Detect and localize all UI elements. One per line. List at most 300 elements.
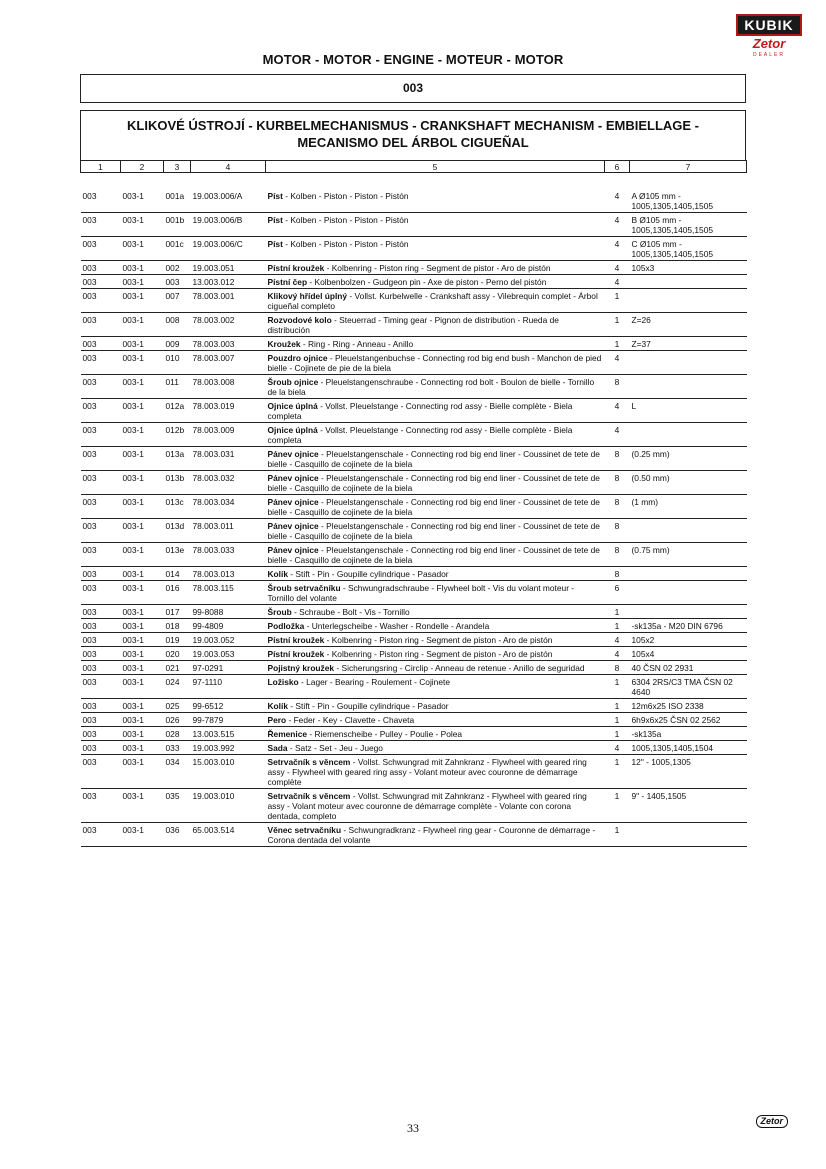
section-title (80, 110, 746, 160)
part-number-cell: 19.003.006/C (191, 237, 266, 261)
group-cell: 003 (81, 675, 121, 699)
description-cell (266, 261, 605, 275)
quantity-cell: 4 (605, 399, 630, 423)
part-name-translations: - Pleuelstangenschale - Connecting rod big end liner - Coussinet de tete de bielle - Casquillo de cojinete de la biela (267, 497, 600, 517)
description-cell (266, 581, 605, 605)
table-row (81, 351, 747, 375)
note-cell: 105x4 (630, 647, 747, 661)
part-number-cell: 13.003.515 (191, 727, 266, 741)
group-cell: 003 (81, 755, 121, 789)
logo-kubik-text: KUBIK (736, 14, 802, 36)
position-cell: 017 (164, 605, 191, 619)
table-row (81, 741, 747, 755)
description-cell (266, 213, 605, 237)
part-name-czech: Setrvačník s věncem (267, 791, 351, 801)
description-cell (266, 237, 605, 261)
quantity-cell: 8 (605, 471, 630, 495)
parts-table-body (81, 173, 747, 847)
table-row (81, 275, 747, 289)
table-row (81, 447, 747, 471)
part-number-cell: 97-1110 (191, 675, 266, 699)
subgroup-cell: 003-1 (121, 581, 164, 605)
part-name-czech: Píst (267, 215, 283, 225)
quantity-cell: 1 (605, 605, 630, 619)
subgroup-cell: 003-1 (121, 823, 164, 847)
quantity-cell: 8 (605, 519, 630, 543)
table-row (81, 755, 747, 789)
note-cell (630, 375, 747, 399)
quantity-cell: 1 (605, 727, 630, 741)
description-cell (266, 699, 605, 713)
column-header: 3 (164, 161, 191, 173)
table-row (81, 313, 747, 337)
part-name-czech: Píst (267, 191, 283, 201)
group-cell: 003 (81, 289, 121, 313)
part-name-translations: - Unterlegscheibe - Washer - Rondelle - Arandela (304, 621, 490, 631)
group-cell: 003 (81, 727, 121, 741)
description-cell (266, 495, 605, 519)
description-cell (266, 351, 605, 375)
table-header-row (81, 161, 747, 173)
position-cell: 013e (164, 543, 191, 567)
group-cell: 003 (81, 173, 121, 213)
part-name-czech: Kroužek (267, 339, 301, 349)
table-row (81, 633, 747, 647)
group-cell: 003 (81, 543, 121, 567)
subgroup-cell: 003-1 (121, 633, 164, 647)
group-cell: 003 (81, 423, 121, 447)
position-cell: 007 (164, 289, 191, 313)
note-cell: Z=26 (630, 313, 747, 337)
subgroup-cell: 003-1 (121, 313, 164, 337)
part-number-cell: 78.003.008 (191, 375, 266, 399)
subgroup-cell: 003-1 (121, 543, 164, 567)
position-cell: 021 (164, 661, 191, 675)
column-header: 5 (266, 161, 605, 173)
part-name-czech: Pánev ojnice (267, 521, 319, 531)
note-cell: -sk135a (630, 727, 747, 741)
part-number-cell: 78.003.013 (191, 567, 266, 581)
quantity-cell: 8 (605, 661, 630, 675)
position-cell: 013b (164, 471, 191, 495)
description-cell (266, 789, 605, 823)
position-cell: 025 (164, 699, 191, 713)
part-name-czech: Pánev ojnice (267, 449, 319, 459)
part-name-czech: Pouzdro ojnice (267, 353, 328, 363)
part-number-cell: 78.003.007 (191, 351, 266, 375)
group-cell: 003 (81, 275, 121, 289)
table-row (81, 581, 747, 605)
subgroup-cell: 003-1 (121, 399, 164, 423)
position-cell: 001b (164, 213, 191, 237)
position-cell: 010 (164, 351, 191, 375)
position-cell: 008 (164, 313, 191, 337)
section-title-line-1: KLIKOVÉ ÚSTROJÍ - KURBELMECHANISMUS - CRANKSHAFT MECHANISM - EMBIELLAGE - (127, 118, 699, 133)
part-name-czech: Píst (267, 239, 283, 249)
position-cell: 001a (164, 173, 191, 213)
description-cell (266, 741, 605, 755)
note-cell: 1005,1305,1405,1504 (630, 741, 747, 755)
part-number-cell: 78.003.011 (191, 519, 266, 543)
part-number-cell: 78.003.002 (191, 313, 266, 337)
part-name-translations: - Vollst. Schwungrad mit Zahnkranz - Flywheel with geared ring assy - Volant moteur avec couronne de démarrage complète - Volante con corona dentada, completo (267, 791, 587, 821)
page-number: 33 (407, 1121, 419, 1135)
subgroup-cell: 003-1 (121, 661, 164, 675)
quantity-cell: 8 (605, 543, 630, 567)
table-row (81, 675, 747, 699)
subgroup-cell: 003-1 (121, 647, 164, 661)
subgroup-cell: 003-1 (121, 351, 164, 375)
subgroup-cell: 003-1 (121, 213, 164, 237)
part-name-translations: - Stift - Pin - Goupille cylindrique - Pasador (287, 569, 449, 579)
description-cell (266, 399, 605, 423)
note-cell: (0.50 mm) (630, 471, 747, 495)
subgroup-cell: 003-1 (121, 423, 164, 447)
group-number: 003 (80, 74, 746, 103)
table-row (81, 823, 747, 847)
part-name-czech: Kolík (267, 701, 288, 711)
note-cell: (1 mm) (630, 495, 747, 519)
part-name-czech: Pánev ojnice (267, 497, 319, 507)
table-row (81, 261, 747, 275)
group-cell: 003 (81, 375, 121, 399)
group-cell: 003 (81, 471, 121, 495)
quantity-cell: 4 (605, 423, 630, 447)
section-title-line-2: MECANISMO DEL ÁRBOL CIGUEÑAL (297, 135, 529, 150)
part-name-czech: Pánev ojnice (267, 473, 319, 483)
subgroup-cell: 003-1 (121, 447, 164, 471)
part-number-cell: 78.003.001 (191, 289, 266, 313)
quantity-cell: 1 (605, 699, 630, 713)
part-name-czech: Pojistný kroužek (267, 663, 335, 673)
part-name-czech: Ojnice úplná (267, 425, 318, 435)
table-row (81, 213, 747, 237)
column-header: 7 (630, 161, 747, 173)
column-header: 4 (191, 161, 266, 173)
table-row (81, 423, 747, 447)
part-number-cell: 78.003.031 (191, 447, 266, 471)
group-cell: 003 (81, 447, 121, 471)
quantity-cell: 1 (605, 313, 630, 337)
quantity-cell: 1 (605, 289, 630, 313)
position-cell: 009 (164, 337, 191, 351)
group-cell: 003 (81, 261, 121, 275)
note-cell (630, 423, 747, 447)
quantity-cell: 4 (605, 647, 630, 661)
table-row (81, 605, 747, 619)
note-cell: B Ø105 mm - 1005,1305,1405,1505 (630, 213, 747, 237)
subgroup-cell: 003-1 (121, 471, 164, 495)
quantity-cell: 1 (605, 675, 630, 699)
column-header: 1 (81, 161, 121, 173)
table-row (81, 727, 747, 741)
part-name-czech: Pánev ojnice (267, 545, 319, 555)
quantity-cell: 8 (605, 567, 630, 581)
group-cell: 003 (81, 789, 121, 823)
part-name-translations: - Pleuelstangenschale - Connecting rod big end liner - Coussinet de tete de bielle - Casquillo de cojinete de la biela (267, 545, 600, 565)
quantity-cell: 6 (605, 581, 630, 605)
part-number-cell: 78.003.034 (191, 495, 266, 519)
quantity-cell: 1 (605, 337, 630, 351)
table-row (81, 519, 747, 543)
group-cell: 003 (81, 351, 121, 375)
position-cell: 035 (164, 789, 191, 823)
table-row (81, 661, 747, 675)
position-cell: 001c (164, 237, 191, 261)
part-number-cell: 99-7879 (191, 713, 266, 727)
part-name-translations: - Pleuelstangenschale - Connecting rod big end liner - Coussinet de tete de bielle - Casquillo de cojinete de la biela (267, 473, 600, 493)
group-cell: 003 (81, 699, 121, 713)
group-cell: 003 (81, 647, 121, 661)
group-cell: 003 (81, 661, 121, 675)
part-number-cell: 99-6512 (191, 699, 266, 713)
description-cell (266, 755, 605, 789)
part-name-czech: Řemenice (267, 729, 308, 739)
quantity-cell: 8 (605, 495, 630, 519)
position-cell: 012b (164, 423, 191, 447)
part-name-translations: - Kolbenbolzen - Gudgeon pin - Axe de piston - Perno del pistón (307, 277, 547, 287)
part-name-translations: - Ring - Ring - Anneau - Anillo (300, 339, 414, 349)
subgroup-cell: 003-1 (121, 289, 164, 313)
note-cell: 12m6x25 ISO 2338 (630, 699, 747, 713)
part-name-translations: - Lager - Bearing - Roulement - Cojinete (298, 677, 450, 687)
quantity-cell: 4 (605, 351, 630, 375)
part-number-cell: 19.003.053 (191, 647, 266, 661)
table-row (81, 289, 747, 313)
subgroup-cell: 003-1 (121, 605, 164, 619)
table-row (81, 337, 747, 351)
parts-table (80, 160, 747, 847)
part-name-translations: - Kolben - Piston - Piston - Pistón (282, 239, 409, 249)
part-name-translations: - Pleuelstangenschale - Connecting rod big end liner - Coussinet de tete de bielle - Casquillo de cojinete de la biela (267, 521, 600, 541)
group-cell: 003 (81, 823, 121, 847)
part-number-cell: 97-0291 (191, 661, 266, 675)
part-name-translations: - Kolben - Piston - Piston - Pistón (282, 215, 409, 225)
description-cell (266, 519, 605, 543)
part-number-cell: 99-8088 (191, 605, 266, 619)
part-name-translations: - Satz - Set - Jeu - Juego (287, 743, 383, 753)
position-cell: 014 (164, 567, 191, 581)
part-name-translations: - Kolbenring - Piston ring - Segment de piston - Aro de pistón (324, 635, 553, 645)
description-cell (266, 173, 605, 213)
part-number-cell: 19.003.052 (191, 633, 266, 647)
subgroup-cell: 003-1 (121, 789, 164, 823)
part-name-czech: Věnec setrvačníku (267, 825, 342, 835)
quantity-cell: 8 (605, 375, 630, 399)
subgroup-cell: 003-1 (121, 755, 164, 789)
group-cell: 003 (81, 567, 121, 581)
note-cell: 6304 2RS/C3 TMA ČSN 02 4640 (630, 675, 747, 699)
group-cell: 003 (81, 237, 121, 261)
part-name-czech: Šroub setrvačníku (267, 583, 341, 593)
note-cell: 105x3 (630, 261, 747, 275)
table-row (81, 647, 747, 661)
description-cell (266, 375, 605, 399)
position-cell: 002 (164, 261, 191, 275)
part-number-cell: 78.003.115 (191, 581, 266, 605)
quantity-cell: 1 (605, 713, 630, 727)
group-cell: 003 (81, 713, 121, 727)
description-cell (266, 619, 605, 633)
position-cell: 012a (164, 399, 191, 423)
part-name-translations: - Riemenscheibe - Pulley - Poulie - Polea (307, 729, 463, 739)
note-cell: -sk135a - M20 DIN 6796 (630, 619, 747, 633)
subgroup-cell: 003-1 (121, 713, 164, 727)
quantity-cell: 8 (605, 447, 630, 471)
group-cell: 003 (81, 633, 121, 647)
subgroup-cell: 003-1 (121, 619, 164, 633)
position-cell: 013d (164, 519, 191, 543)
part-name-translations: - Vollst. Schwungrad mit Zahnkranz - Flywheel with geared ring assy - Flywheel with geared ring assy - Volant moteur avec couronne de démarrage complète (267, 757, 587, 787)
subgroup-cell: 003-1 (121, 567, 164, 581)
subgroup-cell: 003-1 (121, 261, 164, 275)
note-cell: 105x2 (630, 633, 747, 647)
part-name-czech: Pístní čep (267, 277, 308, 287)
logo-zetor-text: Zetor (752, 36, 786, 51)
note-cell: L (630, 399, 747, 423)
description-cell (266, 647, 605, 661)
subgroup-cell: 003-1 (121, 237, 164, 261)
note-cell (630, 567, 747, 581)
position-cell: 019 (164, 633, 191, 647)
part-number-cell: 78.003.033 (191, 543, 266, 567)
description-cell (266, 661, 605, 675)
group-cell: 003 (81, 337, 121, 351)
part-name-translations: - Sicherungsring - Circlip - Anneau de retenue - Anillo de seguridad (334, 663, 585, 673)
part-name-translations: - Kolbenring - Piston ring - Segment de pistor - Aro de pistón (324, 263, 551, 273)
group-cell: 003 (81, 213, 121, 237)
part-name-translations: - Kolbenring - Piston ring - Segment de piston - Aro de pistón (324, 649, 553, 659)
position-cell: 013c (164, 495, 191, 519)
description-cell (266, 567, 605, 581)
part-name-czech: Pístní kroužek (267, 635, 325, 645)
part-name-czech: Šroub (267, 607, 292, 617)
part-number-cell: 19.003.992 (191, 741, 266, 755)
note-cell (630, 289, 747, 313)
part-name-translations: - Pleuelstangenschraube - Connecting rod bolt - Boulon de bielle - Tornillo de la biela (267, 377, 595, 397)
note-cell: A Ø105 mm - 1005,1305,1405,1505 (630, 173, 747, 213)
table-row (81, 789, 747, 823)
table-row (81, 173, 747, 213)
quantity-cell: 4 (605, 275, 630, 289)
table-row (81, 375, 747, 399)
description-cell (266, 605, 605, 619)
note-cell: 12" - 1005,1305 (630, 755, 747, 789)
group-cell: 003 (81, 495, 121, 519)
position-cell: 024 (164, 675, 191, 699)
note-cell: 9" - 1405,1505 (630, 789, 747, 823)
part-name-czech: Klikový hřídel úplný (267, 291, 348, 301)
quantity-cell: 1 (605, 823, 630, 847)
part-name-translations: - Stift - Pin - Goupille cylindrique - Pasador (287, 701, 449, 711)
subgroup-cell: 003-1 (121, 699, 164, 713)
position-cell: 028 (164, 727, 191, 741)
part-name-czech: Šroub ojnice (267, 377, 319, 387)
description-cell (266, 727, 605, 741)
part-number-cell: 65.003.514 (191, 823, 266, 847)
quantity-cell: 4 (605, 173, 630, 213)
quantity-cell: 4 (605, 261, 630, 275)
subgroup-cell: 003-1 (121, 519, 164, 543)
part-name-czech: Setrvačník s věncem (267, 757, 351, 767)
description-cell (266, 543, 605, 567)
description-cell (266, 447, 605, 471)
position-cell: 003 (164, 275, 191, 289)
group-cell: 003 (81, 619, 121, 633)
note-cell: Z=37 (630, 337, 747, 351)
part-name-czech: Pero (267, 715, 287, 725)
part-number-cell: 15.003.010 (191, 755, 266, 789)
quantity-cell: 4 (605, 213, 630, 237)
page-title: MOTOR - MOTOR - ENGINE - MOTEUR - MOTOR (262, 52, 564, 67)
note-cell (630, 581, 747, 605)
part-name-translations: - Vollst. Pleuelstange - Connecting rod assy - Bielle complète - Biela completa (267, 425, 573, 445)
column-header: 6 (605, 161, 630, 173)
subgroup-cell: 003-1 (121, 275, 164, 289)
group-cell: 003 (81, 741, 121, 755)
note-cell: (0.75 mm) (630, 543, 747, 567)
part-name-czech: Ojnice úplná (267, 401, 318, 411)
description-cell (266, 823, 605, 847)
position-cell: 034 (164, 755, 191, 789)
part-name-czech: Pístní kroužek (267, 649, 325, 659)
description-cell (266, 313, 605, 337)
subgroup-cell: 003-1 (121, 727, 164, 741)
table-row (81, 567, 747, 581)
part-name-czech: Rozvodové kolo (267, 315, 332, 325)
note-cell (630, 519, 747, 543)
part-name-translations: - Pleuelstangenbuchse - Connecting rod big end bush - Manchon de pied bielle - Cojinete de pie de la biela (267, 353, 602, 373)
position-cell: 018 (164, 619, 191, 633)
part-name-translations: - Kolben - Piston - Piston - Pistón (282, 191, 409, 201)
quantity-cell: 1 (605, 755, 630, 789)
position-cell: 020 (164, 647, 191, 661)
quantity-cell: 4 (605, 741, 630, 755)
quantity-cell: 4 (605, 633, 630, 647)
subgroup-cell: 003-1 (121, 495, 164, 519)
part-name-translations: - Schwungradkranz - Flywheel ring gear - Couronne de démarrage - Corona dentada del volante (267, 825, 596, 845)
part-name-czech: Pístní kroužek (267, 263, 325, 273)
description-cell (266, 275, 605, 289)
part-name-translations: - Schraube - Bolt - Vis - Tornillo (291, 607, 410, 617)
group-cell: 003 (81, 313, 121, 337)
part-number-cell: 19.003.010 (191, 789, 266, 823)
part-number-cell: 78.003.009 (191, 423, 266, 447)
description-cell (266, 633, 605, 647)
table-row (81, 699, 747, 713)
group-cell: 003 (81, 581, 121, 605)
position-cell: 026 (164, 713, 191, 727)
note-cell (630, 351, 747, 375)
part-name-translations: - Vollst. Kurbelwelle - Crankshaft assy - Vilebrequin complet - Árbol cigueñal completo (267, 291, 598, 311)
note-cell (630, 605, 747, 619)
description-cell (266, 423, 605, 447)
column-header: 2 (121, 161, 164, 173)
part-name-czech: Kolík (267, 569, 288, 579)
part-number-cell: 13.003.012 (191, 275, 266, 289)
zetor-footer-logo: Zetor (756, 1115, 789, 1128)
description-cell (266, 337, 605, 351)
position-cell: 033 (164, 741, 191, 755)
part-number-cell: 19.003.006/B (191, 213, 266, 237)
table-row (81, 543, 747, 567)
group-cell: 003 (81, 605, 121, 619)
part-number-cell: 99-4809 (191, 619, 266, 633)
note-cell: C Ø105 mm - 1005,1305,1405,1505 (630, 237, 747, 261)
logo-dealer-text: DEALER (752, 52, 785, 58)
group-cell: 003 (81, 519, 121, 543)
quantity-cell: 1 (605, 789, 630, 823)
